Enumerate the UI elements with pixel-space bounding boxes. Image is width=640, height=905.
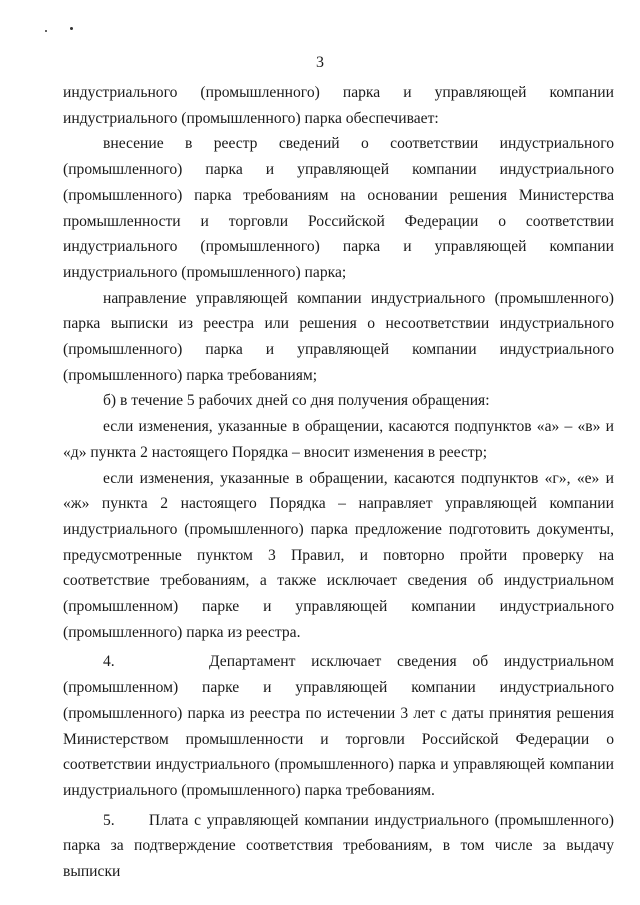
paragraph-continuation: индустриального (промышленного) парка и управляющей компании индустриального (промышленного) парка обеспечивает: — [63, 84, 614, 127]
paragraph-register-entry: внесение в реестр сведений о соответствии индустриального (промышленного) парка и управляющей компании индустриального (промышленного) парка требованиям на основании решения Министерства промышленности и торговли Российской Федерации о соответствии индустриального (промышленного) парка и управляющей компании индустриального (промышленного) парка; — [63, 135, 614, 281]
scan-mark — [45, 30, 47, 32]
paragraph-changes-abvd: если изменения, указанные в обращении, касаются подпунктов «а» – «в» и «д» пункта 2 настоящего Порядка – вносит изменения в реестр; — [63, 418, 614, 461]
paragraph-changes-gezh: если изменения, указанные в обращении, касаются подпунктов «г», «е» и «ж» пункта 2 настоящего Порядка – направляет управляющей компании индустриального (промышленного) парка предложение подготовить документы, предусмотренные пунктом 3 Правил, и повторно пройти проверку на соответствие требованиям, а также исключает сведения об индустриальном (промышленном) парке и управляющей компании индустриального (промышленного) парка из реестра. — [63, 469, 614, 641]
page-number: 3 — [316, 54, 324, 71]
paragraph-item-b: б) в течение 5 рабочих дней со дня получения обращения: — [103, 392, 490, 410]
paragraph-register-extract: направление управляющей компании индустриального (промышленного) парка выписки из реестра или решения о несоответствии индустриального (промышленного) парка и управляющей компании индустриального (промышленного) парка требованиям; — [63, 289, 614, 384]
document-body — [63, 80, 614, 885]
paragraph-item-5: 5. Плата с управляющей компании индустриального (промышленного) парка за подтверждение соответствия требованиям, в том числе за выдачу выписки — [63, 811, 614, 881]
paragraph-item-4: 4. Департамент исключает сведения об индустриальном (промышленном) парке и управляющей компании индустриального (промышленного) парка из реестра по истечении 3 лет с даты принятия решения Министерством промышленности и торговли Российской Федерации о соответствии индустриального (промышленного) парка и управляющей компании индустриального (промышленного) парка требованиям. — [63, 653, 614, 799]
scan-mark — [70, 27, 73, 30]
